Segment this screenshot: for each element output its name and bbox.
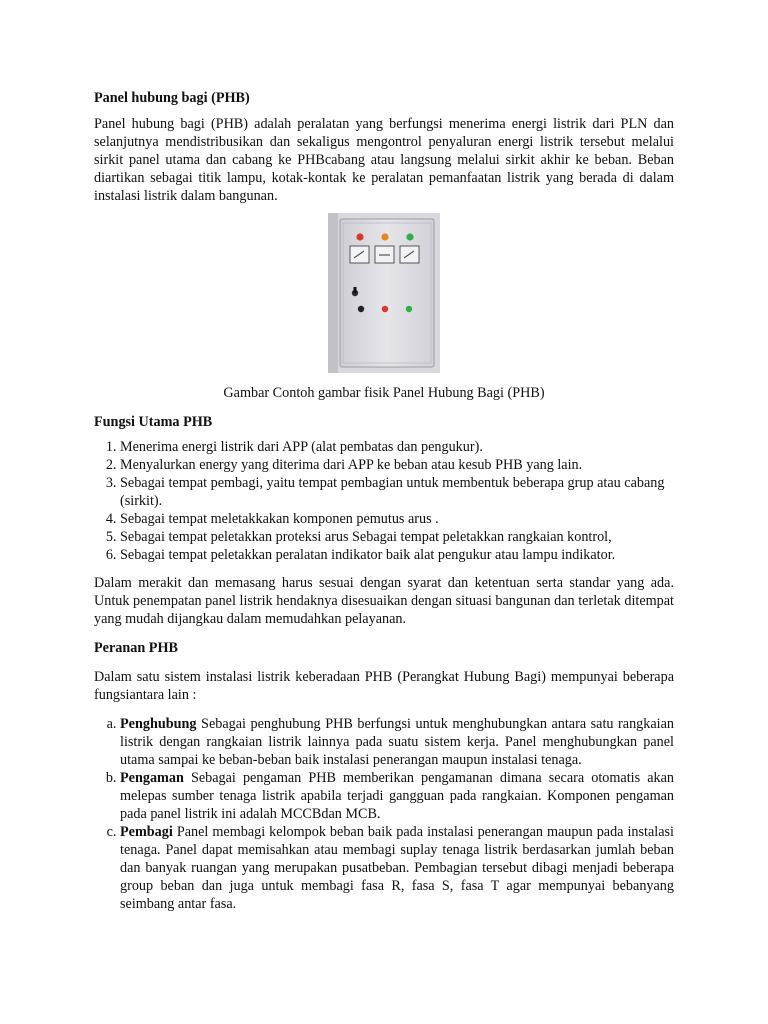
meter-2 [375, 246, 394, 263]
lamp-green [406, 233, 413, 240]
lamp-red [356, 233, 363, 240]
button-red [382, 306, 388, 312]
list-item: 6. Sebagai tempat peletakkan peralatan indikator baik alat pengukur atau lampu indikator. [120, 546, 674, 564]
fungsi-heading: Fungsi Utama PHB [94, 414, 213, 430]
fungsi-closing-paragraph: Dalam merakit dan memasang harus sesuai dengan syarat dan ketentuan serta standar yang ada. Untuk penempatan panel listrik hendaknya disesuaikan dengan situasi bangunan dan terletak ditempat yang mudah dijangkau dalam memudahkan pelayanan. [94, 575, 674, 627]
list-item [120, 823, 674, 913]
item-text: Panel membagi kelompok beban baik pada instalasi penerangan maupun pada instalasi tenaga. Panel dapat memisahkan atau membagi suplay tenaga listrik berdasarkan jumlah beban dan banyak ruangan yang merupakan pusatbeban. Pembagian tersebut dibagi menjadi beberapa group beban dan juga untuk membagi fasa R, fasa S, fasa T agar mempunyai bebanyang seimbang antar fasa. [120, 824, 674, 912]
meter-3 [400, 246, 419, 263]
list-item: 2. Menyalurkan energy yang diterima dari APP ke beban atau kesub PHB yang lain. [120, 456, 674, 474]
figure-caption: Gambar Contoh gambar fisik Panel Hubung Bagi (PHB) [223, 385, 545, 401]
list-item [120, 769, 674, 823]
item-text: Sebagai pengaman PHB memberikan pengamanan dimana secara otomatis akan melepas sumber tenaga listrik apabila terjadi gangguan pada rangkaian. Komponen pengaman pada panel listrik ini adalah MCCBdan MCB. [120, 770, 674, 822]
term-penghubung: Penghubung [120, 716, 197, 732]
list-item: 4. Sebagai tempat meletakkakan komponen pemutus arus . [120, 510, 674, 528]
item-text: Sebagai penghubung PHB berfungsi untuk menghubungkan antara satu rangkaian listrik dengan rangkaian listrik lainnya pada suatu sistem kerja. Panel menghubungkan panel utama sampai ke beban-beban baik instalasi penerangan maupun instalasi tenaga. [120, 716, 674, 768]
list-item: 1. Menerima energi listrik dari APP (alat pembatas dan pengukur). [120, 438, 674, 456]
peranan-heading: Peranan PHB [94, 640, 178, 656]
peranan-intro-paragraph: Dalam satu sistem instalasi listrik keberadaan PHB (Perangkat Hubung Bagi) mempunyai beberapa fungsiantara lain : [94, 669, 674, 703]
button-green [406, 306, 412, 312]
term-pengaman: Pengaman [120, 770, 184, 786]
knob-black [358, 306, 364, 312]
intro-paragraph: Panel hubung bagi (PHB) adalah peralatan yang berfungsi menerima energi listrik dari PLN dan selanjutnya mendistribusikan dan sekaligus mengontrol penyaluran energi listrik tersebut melalui sirkit panel utama dan cabang ke PHBcabang atau langsung melalui sirkit akhir ke beban. Beban diartikan sebagai titik lampu, kotak-kontak ke peralatan pemanfaatan listrik yang berada di dalam instalasi listrik dalam bangunan. [94, 116, 674, 204]
peranan-list [94, 715, 674, 913]
list-item: 3. Sebagai tempat pembagi, yaitu tempat pembagian untuk membentuk beberapa grup atau cabang (sirkit). [120, 474, 674, 510]
document-title: Panel hubung bagi (PHB) [94, 90, 250, 106]
document-body [94, 89, 674, 913]
lamp-orange [381, 233, 388, 240]
fungsi-list [94, 438, 674, 564]
term-pembagi: Pembagi [120, 824, 173, 840]
phb-figure [94, 213, 674, 373]
list-item [120, 715, 674, 769]
list-item: 5. Sebagai tempat peletakkan proteksi arus Sebagai tempat peletakkan rangkaian kontrol, [120, 528, 674, 546]
meter-1 [350, 246, 369, 263]
phb-panel-photo [328, 213, 440, 373]
